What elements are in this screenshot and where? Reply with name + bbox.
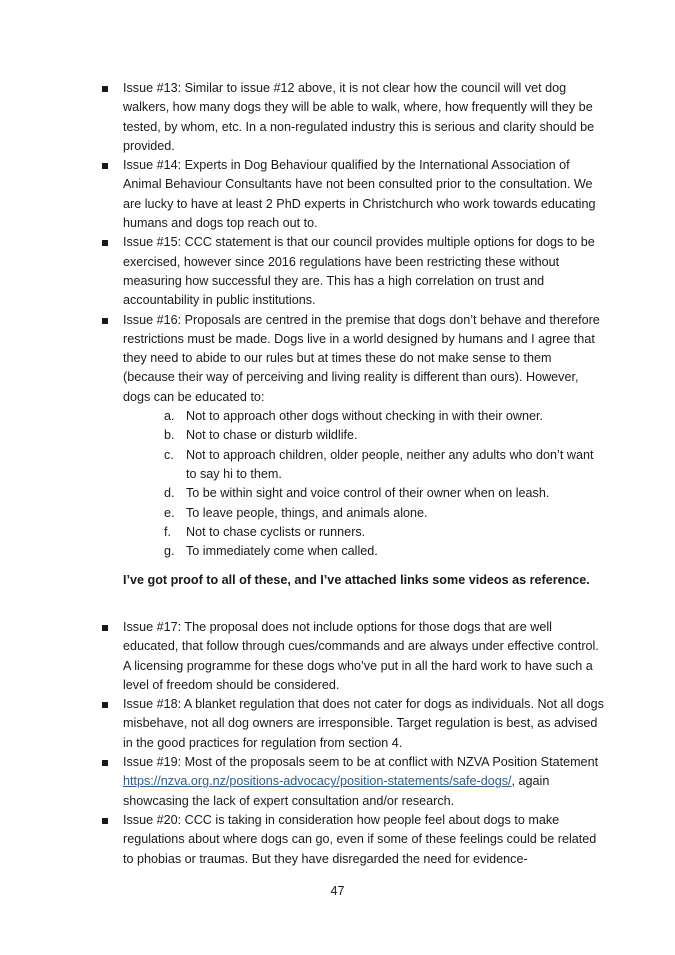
list-item: [164, 426, 605, 445]
list-item-text: To immediately come when called.: [186, 544, 378, 559]
issue-15-item: [100, 233, 605, 310]
square-bullet-icon: [102, 318, 108, 324]
list-item: [164, 407, 605, 426]
issues-list-first: [100, 79, 605, 600]
list-letter: d.: [164, 486, 175, 501]
square-bullet-icon: [102, 625, 108, 631]
issue-19-text-before: Issue #19: Most of the proposals seem to be at conflict with NZVA Position Statement: [123, 755, 599, 770]
list-item: [164, 484, 605, 503]
issues-list-second: [100, 618, 605, 869]
list-item-text: Not to chase or disturb wildlife.: [186, 428, 358, 443]
list-item: [164, 542, 605, 561]
square-bullet-icon: [102, 240, 108, 246]
list-item: [164, 504, 605, 523]
issue-18-text: Issue #18: A blanket regulation that does not cater for dogs as individuals. Not all dogs misbehave, not all dog owners are irresponsible. Target regulation is best, as advised in the good practices for regulation from section 4.: [123, 697, 604, 750]
list-letter: c.: [164, 447, 174, 462]
proof-note: I’ve got proof to all of these, and I’ve attached links some videos as reference.: [123, 572, 590, 587]
issue-17-item: [100, 618, 605, 695]
square-bullet-icon: [102, 86, 108, 92]
list-letter: f.: [164, 524, 171, 539]
issue-13-item: [100, 79, 605, 156]
nzva-position-statement-link[interactable]: https://nzva.org.nz/positions-advocacy/position-statements/safe-dogs/: [123, 774, 512, 789]
list-item-text: To leave people, things, and animals alone.: [186, 505, 428, 520]
issue-19-text-after: , again showcasing the lack of expert consultation and/or research.: [123, 774, 550, 808]
list-letter: e.: [164, 505, 175, 520]
issue-20-item: [100, 811, 605, 869]
issue-17-text: Issue #17: The proposal does not include options for those dogs that are well educated, that follow through cues/commands and are always under effective control. A licensing programme for these dogs who’ve put in all the hard work to have such a level of freedom should be considered.: [123, 620, 599, 692]
issue-13-text: Issue #13: Similar to issue #12 above, it is not clear how the council will vet dog walkers, how many dogs they will be able to walk, where, how frequently will they be tested, by whom, etc. In a non-regulated industry this is serious and clarity should be provided.: [123, 81, 595, 153]
list-item-text: Not to chase cyclists or runners.: [186, 524, 366, 539]
issue-15-text: Issue #15: CCC statement is that our council provides multiple options for dogs to be exercised, however since 2016 regulations have been restricting these without measuring how successful they are. This has a high correlation on trust and accountability in public institutions.: [123, 235, 595, 308]
issue-19-item: [100, 753, 605, 811]
square-bullet-icon: [102, 702, 108, 708]
issue-16-item: [100, 311, 605, 591]
square-bullet-icon: [102, 760, 108, 766]
list-item: [164, 523, 605, 542]
issue-14-item: [100, 156, 605, 233]
issue-20-text: Issue #20: CCC is taking in consideration how people feel about dogs to make regulations about where dogs can go, even if some of these feelings could be related to phobias or traumas. But they have disregarded the need for evidence-: [123, 812, 597, 866]
list-letter: b.: [164, 428, 175, 443]
list-item-text: To be within sight and voice control of their owner when on leash.: [186, 486, 550, 501]
list-item-text: Not to approach other dogs without checking in with their owner.: [186, 409, 544, 424]
square-bullet-icon: [102, 818, 108, 824]
issue-14-text: Issue #14: Experts in Dog Behaviour qualified by the International Association of Animal Behaviour Consultants have not been consulted prior to the consultation. We are lucky to have at least 2 PhD experts in Christchurch who work towards educating humans and dogs top reach out to.: [123, 158, 596, 231]
list-item-text: Not to approach children, older people, neither any adults who don’t want to say hi to them.: [186, 447, 594, 481]
list-item: [164, 446, 605, 485]
list-letter: g.: [164, 544, 175, 559]
dog-education-list: [123, 407, 605, 561]
page-number: 47: [330, 884, 345, 898]
issue-16-text: Issue #16: Proposals are centred in the premise that dogs don’t behave and therefore restrictions must be made. Dogs live in a world designed by humans and I agree that they need to abide to our rules but at times these do not make sense to them (because their way of perceiving and living reality is different than ours). However, dogs can be educated to:: [123, 312, 600, 404]
issue-18-item: [100, 695, 605, 753]
square-bullet-icon: [102, 163, 108, 169]
list-letter: a.: [164, 409, 175, 424]
